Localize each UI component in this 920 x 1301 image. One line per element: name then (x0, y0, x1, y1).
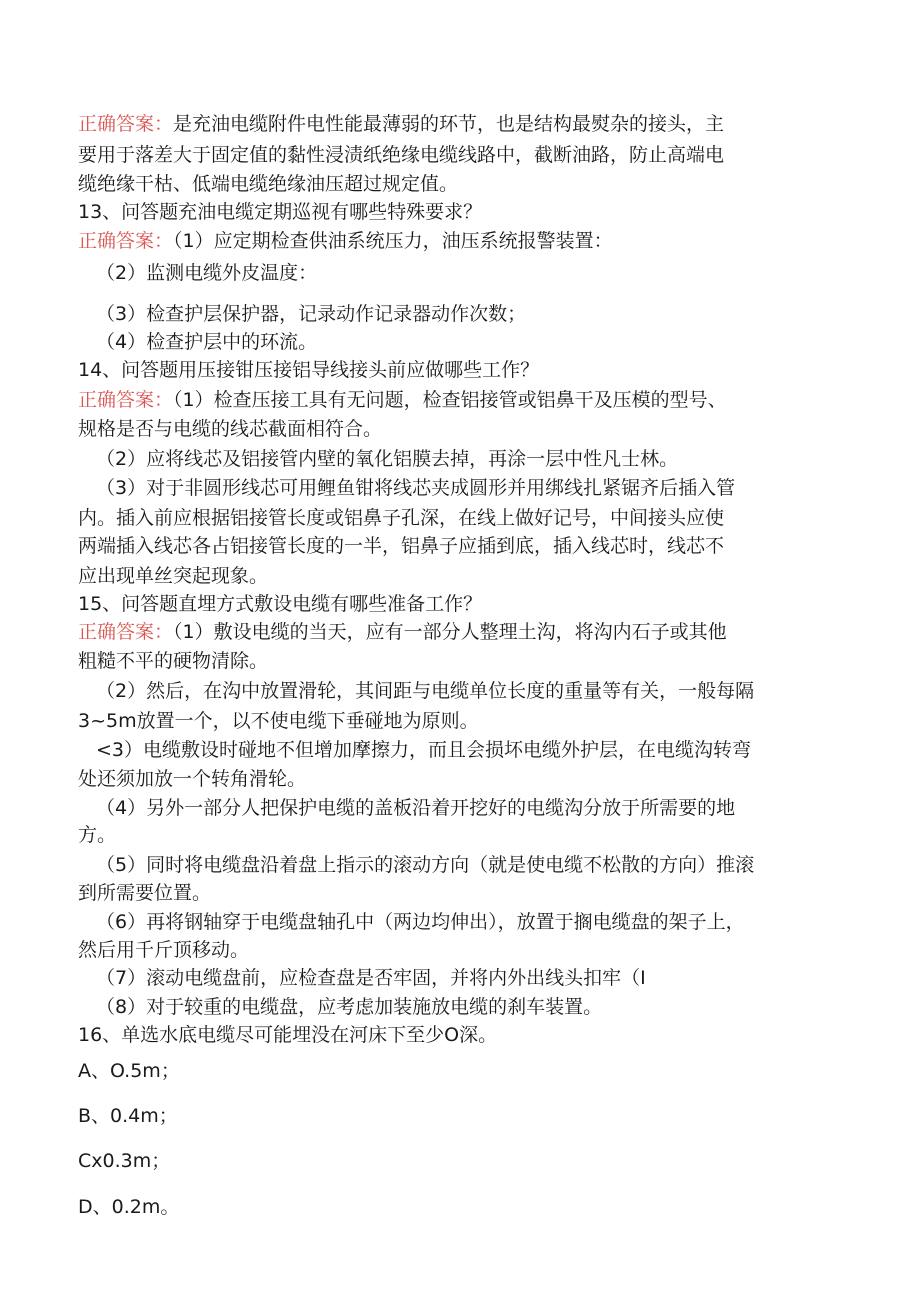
text-line: 3~5m放置一个，以不使电缆下垂碰地为原则。 (78, 710, 479, 732)
answer-label: 正确答案： (78, 113, 174, 135)
answer-line (78, 108, 848, 140)
text-line: 要用于落差大于固定值的黏性浸渍纸绝缘电缆线路中，截断油路，防止高端电 (78, 144, 725, 166)
line-text: （1）敷设电缆的当天，应有一部分人整理土沟，将沟内石子或其他 (173, 621, 727, 643)
question-line: 13、问答题充油电缆定期巡视有哪些特殊要求？ (78, 201, 483, 223)
text-line: 缆绝缘干枯、低端电缆绝缘油压超过规定值。 (78, 173, 459, 195)
answer-label: 正确答案： (78, 389, 174, 411)
answer-line (78, 225, 848, 257)
answer-label: 正确答案： (78, 621, 174, 643)
text-line: 规格是否与电缆的线芯截面相符合。 (78, 418, 383, 440)
text-line: （3）检查护层保护器，记录动作记录器动作次数； (96, 303, 527, 325)
line-text: （1）应定期检查供油系统压力，油压系统报警装置： (173, 230, 613, 252)
text-line: 方。 (78, 824, 117, 846)
option-c: Cx0.3m； (78, 1150, 171, 1172)
text-line: 内。插入前应根据铝接管长度或铝鼻子孔深，在线上做好记号，中间接头应使 (78, 507, 725, 529)
answer-line (78, 616, 848, 648)
option-d: D、0.2m。 (78, 1196, 180, 1218)
text-line: 处还须加放一个转角滑轮。 (78, 768, 307, 790)
line-text: （1）检查压接工具有无问题，检查铝接管或铝鼻干及压模的型号、 (173, 389, 727, 411)
question-line: 14、问答题用压接钳压接铝导线接头前应做哪些工作？ (78, 359, 540, 381)
text-line: （5）同时将电缆盘沿着盘上指示的滚动方向（就是使电缆不松散的方向）推滚 (96, 854, 755, 876)
text-line: （8）对于较重的电缆盘，应考虑加装施放电缆的刹车装置。 (96, 996, 603, 1018)
text-line: （2）应将线芯及铝接管内壁的氧化铝膜去掉，再涂一层中性凡士林。 (96, 448, 679, 470)
text-line: （4）另外一部分人把保护电缆的盖板沿着开挖好的电缆沟分放于所需要的地 (96, 797, 736, 819)
option-b: B、0.4m； (78, 1105, 178, 1127)
text-line: （2）然后，在沟中放置滑轮，其间距与电缆单位长度的重量等有关，一般每隔 (96, 680, 755, 702)
line-text: 是充油电缆附件电性能最薄弱的环节，也是结构最熨杂的接头，主 (173, 113, 725, 135)
question-line: 15、问答题直埋方式敷设电缆有哪些准备工作？ (78, 593, 483, 615)
text-line: （7）滚动电缆盘前，应检查盘是否牢固，并将内外出线头扣牢（I (96, 967, 646, 989)
text-line: （3）对于非圆形线芯可用鲤鱼钳将线芯夹成圆形并用绑线扎紧锯齐后插入管 (96, 477, 736, 499)
text-line: （2）监测电缆外皮温度： (96, 262, 318, 284)
answer-label: 正确答案： (78, 230, 174, 252)
question-line: 16、单选水底电缆尽可能埋没在河床下至少O深。 (78, 1024, 498, 1046)
text-line: （6）再将钢轴穿于电缆盘轴孔中（两边均伸出），放置于搁电缆盘的架子上， (96, 911, 745, 933)
text-line: 应出现单丝突起现象。 (78, 565, 269, 587)
text-line: <3）电缆敷设时碰地不但增加摩擦力，而且会损坏电缆外护层，在电缆沟转弯 (96, 739, 752, 761)
text-line: （4）检查护层中的环流。 (96, 331, 318, 353)
text-line: 然后用千斤顶移动。 (78, 939, 250, 961)
text-line: 到所需要位置。 (78, 882, 212, 904)
answer-line (78, 384, 848, 416)
option-a: A、O.5m； (78, 1060, 180, 1082)
text-line: 粗糙不平的硬物清除。 (78, 650, 269, 672)
text-line: 两端插入线芯各占铝接管长度的一半，铝鼻子应插到底，插入线芯时，线芯不 (78, 535, 725, 557)
